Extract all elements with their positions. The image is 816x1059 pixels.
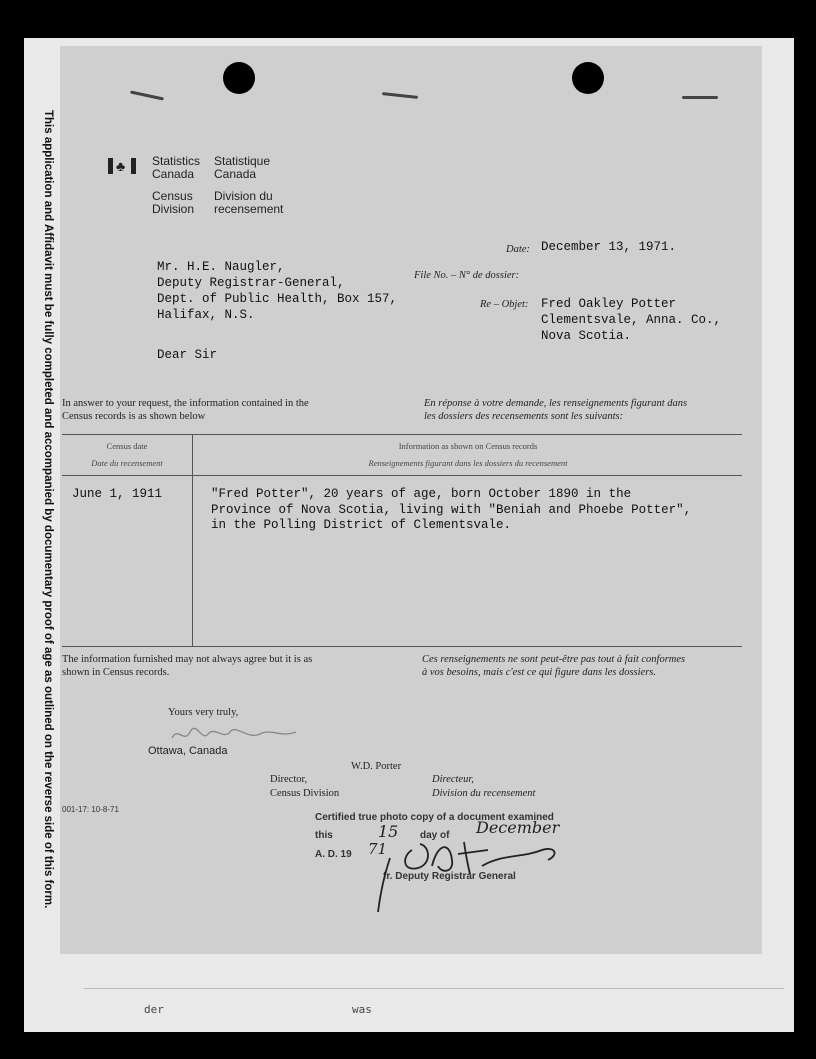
table-header-info-fr: Renseignements figurant dans les dossiers du recensement bbox=[368, 458, 568, 468]
table-header-date-fr: Date du recensement bbox=[91, 458, 163, 468]
disclaimer-line: shown in Census records. bbox=[62, 667, 170, 678]
table-divider bbox=[192, 434, 193, 646]
file-number-label: File No. – N° de dossier: bbox=[414, 270, 520, 281]
clip-mark bbox=[130, 90, 164, 100]
salutation: Dear Sir bbox=[157, 348, 218, 362]
signer-title-line: Census Division bbox=[270, 788, 340, 799]
addressee-line: Halifax, N.S. bbox=[157, 308, 255, 322]
re-label: Re – Objet: bbox=[480, 299, 529, 310]
registrar-signature bbox=[372, 836, 572, 916]
census-info-line: in the Polling District of Clementsvale. bbox=[211, 518, 512, 532]
certification-this-label: this bbox=[315, 830, 333, 841]
back-form-fragment: der bbox=[144, 1003, 164, 1016]
logo-text: Statistique bbox=[214, 154, 271, 168]
intro-line: les dossiers des recensements sont les suivants: bbox=[424, 411, 624, 422]
certification-month: December bbox=[476, 818, 560, 837]
closing: Yours very truly, bbox=[168, 707, 239, 718]
disclaimer-french bbox=[422, 653, 685, 679]
intro-line: In answer to your request, the information contained in the bbox=[62, 398, 309, 409]
intro-line: Census records is as shown below bbox=[62, 411, 206, 422]
certification-day-of-label: day of bbox=[420, 830, 450, 841]
census-date-cell: June 1, 1911 bbox=[72, 487, 163, 501]
logo-text: recensement bbox=[214, 202, 284, 216]
deputy-registrar-signature-line: fr. Deputy Registrar General bbox=[383, 871, 516, 882]
subject-block bbox=[541, 296, 721, 344]
logo-text: Division bbox=[152, 202, 195, 216]
logo-text: Canada bbox=[152, 167, 195, 181]
census-info-line: "Fred Potter", 20 years of age, born October 1890 in the bbox=[211, 487, 632, 501]
signer-title-french bbox=[432, 773, 535, 801]
date-label: Date: bbox=[506, 244, 530, 255]
addressee-line: Dept. of Public Health, Box 157, bbox=[157, 292, 398, 306]
logo-text: Statistics bbox=[152, 154, 201, 168]
certification-year-label: A. D. 19 bbox=[315, 849, 352, 860]
table-rule bbox=[62, 475, 742, 476]
disclaimer-english bbox=[62, 653, 312, 679]
addressee-line: Mr. H.E. Naugler, bbox=[157, 260, 285, 274]
table-header-info-en: Information as shown on Census records bbox=[398, 441, 538, 451]
table-rule bbox=[62, 646, 742, 647]
disclaimer-line: The information furnished may not always agree but it is as bbox=[62, 654, 313, 665]
subject-line: Fred Oakley Potter bbox=[541, 297, 677, 311]
signer-title-line: Director, bbox=[270, 774, 308, 785]
signer-name: W.D. Porter bbox=[351, 761, 402, 772]
intro-french bbox=[424, 397, 687, 423]
side-instruction-text: This application and Affidavit must be fully completed and accompanied by documentary proof of age as outlined on the reverse side of this form. bbox=[42, 110, 54, 909]
disclaimer-line: Ces renseignements ne sont peut-être pas tout à fait conformes bbox=[422, 654, 686, 665]
subject-line: Nova Scotia. bbox=[541, 329, 632, 343]
logo-text: Census bbox=[152, 189, 193, 203]
letter-date: December 13, 1971. bbox=[541, 240, 677, 254]
signer-title-english bbox=[270, 773, 339, 801]
punch-hole bbox=[223, 62, 255, 94]
logo-text: Division du bbox=[214, 189, 273, 203]
intro-line: En réponse à votre demande, les renseignements figurant dans bbox=[424, 398, 688, 409]
disclaimer-line: à vos besoins, mais c'est ce qui figure dans les dossiers. bbox=[422, 667, 657, 678]
table-rule bbox=[62, 434, 742, 435]
back-form-lines bbox=[84, 988, 784, 1059]
back-form-fragment: was bbox=[352, 1003, 372, 1016]
addressee-line: Deputy Registrar-General, bbox=[157, 276, 345, 290]
certification-day: 15 bbox=[378, 822, 399, 841]
signer-title-line: Directeur, bbox=[432, 774, 474, 785]
clip-mark bbox=[682, 96, 718, 99]
intro-english bbox=[62, 397, 309, 423]
table-header-date-en: Census date bbox=[106, 441, 148, 451]
certification-year: 71 bbox=[368, 840, 388, 858]
census-info-line: Province of Nova Scotia, living with "Beniah and Phoebe Potter", bbox=[211, 502, 692, 517]
clip-mark bbox=[382, 92, 418, 99]
logo-text: Canada bbox=[214, 167, 257, 181]
canada-flag-icon: ♣ bbox=[108, 158, 136, 174]
addressee-block bbox=[157, 259, 397, 323]
certification-line: Certified true photo copy of a document examined bbox=[315, 812, 554, 823]
form-code: 001-17: 10-8-71 bbox=[62, 805, 119, 814]
census-info-cell bbox=[211, 487, 691, 534]
punch-hole bbox=[572, 62, 604, 94]
location: Ottawa, Canada bbox=[148, 745, 228, 757]
subject-line: Clementsvale, Anna. Co., bbox=[541, 313, 722, 327]
signer-title-line: Division du recensement bbox=[432, 788, 536, 799]
